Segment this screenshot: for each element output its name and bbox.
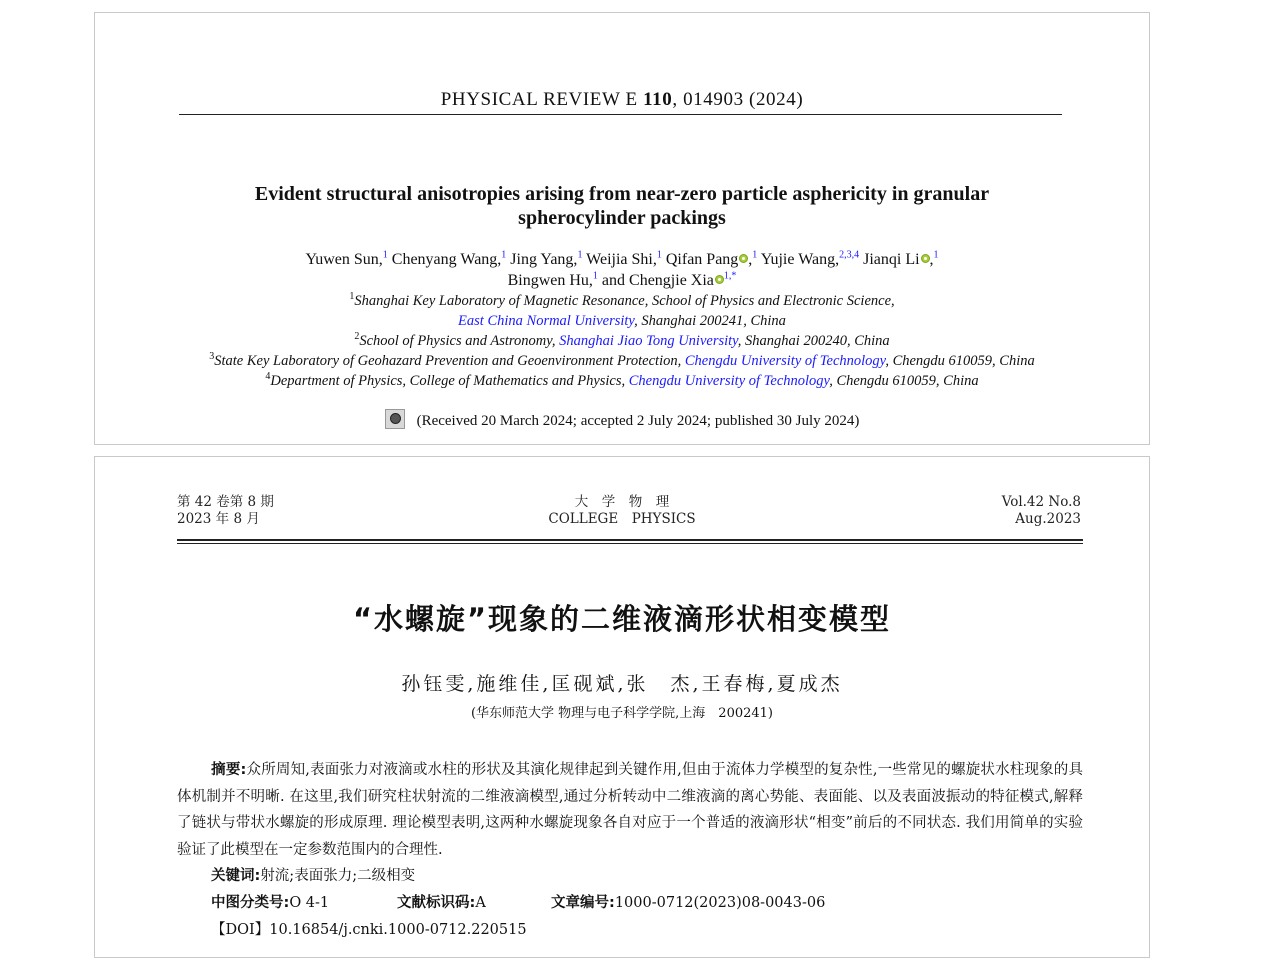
author-name: Jing Yang,: [510, 251, 578, 268]
paper-title-cn: “水螺旋”现象的二维液滴形状相变模型: [352, 602, 892, 636]
author-separator: ,: [748, 251, 753, 268]
author-affiliation-ref[interactable]: 1: [501, 249, 507, 261]
author-name: Bingwen Hu,: [507, 272, 593, 289]
journal-name: PHYSICAL REVIEW E: [440, 89, 638, 110]
author-name: Yujie Wang,: [760, 251, 840, 268]
header-rule: [179, 114, 1062, 115]
author-affiliation-ref[interactable]: 1: [382, 249, 388, 261]
affiliation-cn: (华东师范大学 物理与电子科学学院,上海 200241): [470, 706, 774, 721]
paper-title-line2: spherocylinder packings: [518, 207, 726, 229]
journal-citation: [95, 89, 1149, 111]
affiliations: [95, 291, 1149, 391]
journal-volume: 110: [643, 89, 673, 110]
orcid-icon[interactable]: [715, 275, 724, 284]
paper-panel-physrev: [94, 12, 1150, 445]
received-dates: [95, 409, 1149, 430]
author-affiliation-ref[interactable]: 2,3,4: [839, 249, 860, 261]
author-affiliation-ref[interactable]: 1: [752, 249, 758, 261]
received-text: (Received 20 March 2024; accepted 2 July 2024; published 30 July 2024): [416, 413, 860, 429]
affiliation-link-cdut[interactable]: Chengdu University of Technology: [684, 353, 886, 369]
paper-title-line1: Evident structural anisotropies arising from near-zero particle asphericity in granular: [254, 183, 990, 205]
header-rule-thick: [177, 539, 1083, 541]
paper-title: [95, 182, 1149, 230]
author-list-cn: 孙钰雯,施维佳,匡砚斌,张 杰,王春梅,夏成杰: [401, 673, 843, 695]
author-affiliation-ref[interactable]: 1: [592, 270, 598, 282]
affiliation-2: $^2$School of Physics and Astronomy, Shanghai Jiao Tong University, Shanghai 200240, China: [354, 331, 890, 349]
keywords: [211, 864, 415, 885]
document-code: 文献标识码:A: [397, 895, 486, 911]
author-affiliation-ref[interactable]: 1,*: [723, 270, 737, 282]
author-list: [95, 249, 1149, 291]
journal-article-info: , 014903 (2024): [672, 89, 804, 110]
keywords-label: 关键词:: [211, 868, 261, 884]
author-name: and Chengjie Xia: [601, 272, 714, 289]
abstract-text: 众所周知,表面张力对液滴或水柱的形状及其演化规律起到关键作用,但由于流体力学模型的复杂性,一些常见的螺旋状水柱现象的具体机制并不明晰. 在这里,我们研究柱状射流的二维液滴模型,通过分析转动中二维液滴的离心势能、表面能、以及表面波振动的特征模式,解释了链状与带状水螺旋的形成原理. 理论模型表明,这两种水螺旋现象各自对应于一个普适的液滴形状“相变”前后的不同状态. 我们用简单的实验验证了此模型在一定参数范围内的合理性.: [177, 762, 1083, 858]
volume-issue-cn: 第 42 卷第 8 期 2023 年 8 月: [177, 494, 274, 527]
paper-panel-college-physics: [94, 456, 1150, 958]
affiliation-link-cdut-2[interactable]: Chengdu University of Technology: [628, 373, 830, 389]
abstract-label: 摘要:: [211, 762, 247, 778]
author-name: Qifan Pang: [665, 251, 739, 268]
crossmark-icon[interactable]: [385, 409, 405, 429]
volume-issue-en: Vol.42 No.8 Aug.2023: [1001, 494, 1081, 527]
author-affiliation-ref[interactable]: 1: [933, 249, 939, 261]
author-affiliation-ref[interactable]: 1: [656, 249, 662, 261]
author-line-1: [95, 249, 1149, 270]
author-affiliation-ref[interactable]: 1: [577, 249, 583, 261]
affiliation-link-sjtu[interactable]: Shanghai Jiao Tong University: [559, 333, 738, 349]
journal-name-en: COLLEGE PHYSICS: [548, 511, 696, 527]
keywords-value: 射流;表面张力;二级相变: [260, 868, 416, 884]
doi-label: 【DOI】: [211, 922, 270, 938]
classification-number: 中图分类号:O 4-1: [211, 895, 330, 911]
journal-name-block: [95, 494, 1149, 528]
author-name: Weijia Shi,: [586, 251, 657, 268]
affiliation-3: $^3$State Key Laboratory of Geohazard Prevention and Geoenvironment Protection, Chengdu University of Technology, Chengdu 610059, China: [209, 351, 1035, 369]
affiliation-1: $^1$Shanghai Key Laboratory of Magnetic Resonance, School of Physics and Electronic Science,: [349, 291, 895, 309]
abstract: [177, 757, 1083, 863]
author-line-2: [95, 270, 1149, 291]
article-number: 文章编号:1000-0712(2023)08-0043-06: [551, 895, 826, 911]
orcid-icon[interactable]: [921, 254, 930, 263]
author-separator: ,: [929, 251, 934, 268]
author-name: Jianqi Li: [863, 251, 920, 268]
doi: [211, 918, 527, 939]
author-name: Yuwen Sun,: [305, 251, 383, 268]
doi-link[interactable]: 10.16854/j.cnki.1000-0712.220515: [269, 922, 527, 938]
journal-name-cn: 大 学 物 理: [574, 494, 670, 510]
orcid-icon[interactable]: [739, 254, 748, 263]
affiliation-link-ecnu[interactable]: East China Normal University: [458, 313, 635, 329]
affiliation-4: $^4$Department of Physics, College of Mathematics and Physics, Chengdu University of Technology, Chengdu 610059, China: [265, 371, 979, 389]
author-name: Chenyang Wang,: [391, 251, 502, 268]
header-rule-thin: [177, 543, 1083, 544]
affiliation-1-cont: East China Normal University, Shanghai 200241, China: [458, 313, 786, 329]
